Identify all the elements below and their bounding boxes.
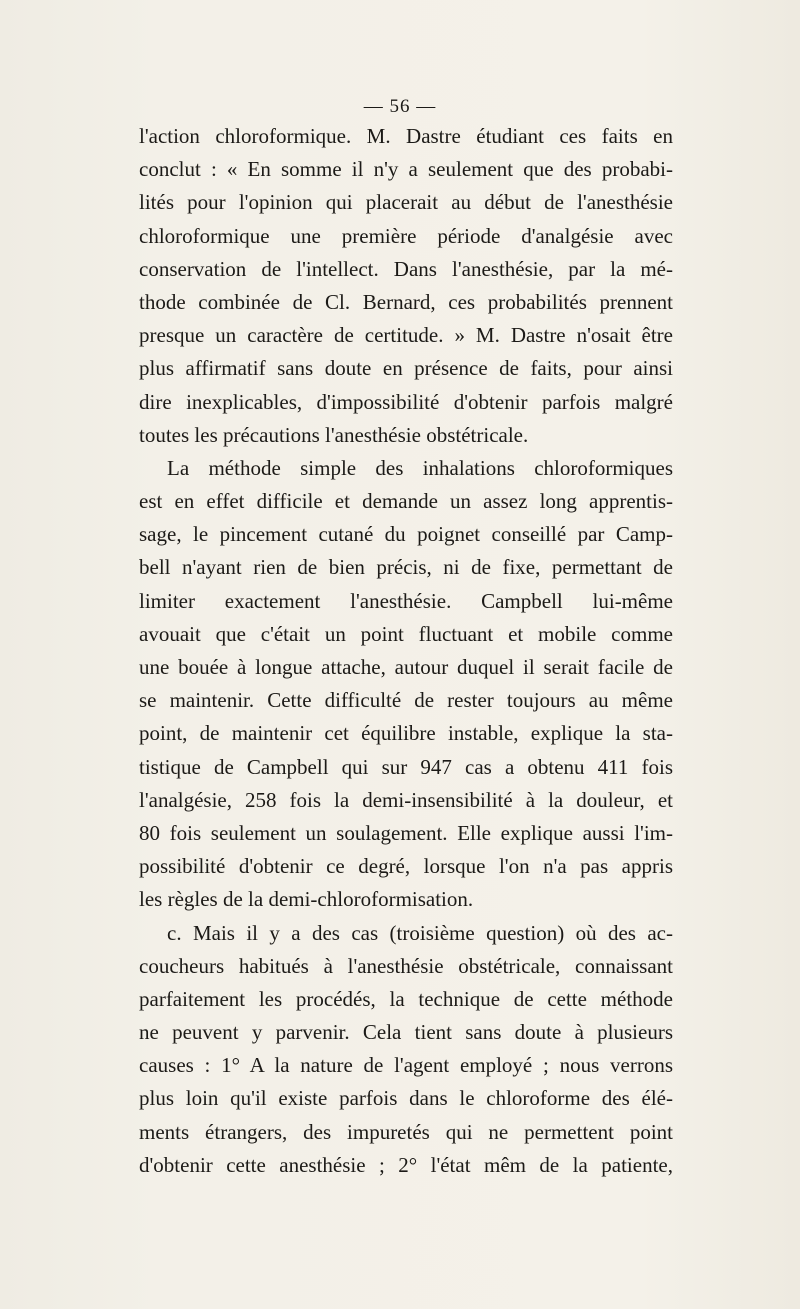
- text-line: sage, le pincement cutané du poignet conseillé par Camp-: [139, 522, 673, 547]
- text-line: coucheurs habitués à l'anesthésie obstétricale, connaissant: [139, 953, 673, 978]
- text-line: une bouée à longue attache, autour duquel il serait facile de: [139, 655, 673, 679]
- text-line: avouait que c'était un point fluctuant et mobile comme: [139, 621, 673, 646]
- text-line: dire inexplicables, d'impossibilité d'obtenir parfois malgré: [139, 389, 673, 414]
- text-line: thode combinée de Cl. Bernard, ces probabilités prennent: [139, 289, 673, 314]
- text-line: limiter exactement l'anesthésie. Campbell lui-même: [139, 588, 673, 613]
- text-line: chloroformique une première période d'analgésie avec: [139, 223, 673, 248]
- text-line: lités pour l'opinion qui placerait au début de l'anesthésie: [139, 190, 673, 215]
- body-text: [139, 120, 673, 1182]
- text-line: l'action chloroformique. M. Dastre étudiant ces faits en: [139, 124, 673, 148]
- text-line: plus affirmatif sans doute en présence de faits, pour ainsi: [139, 356, 673, 381]
- text-line: plus loin qu'il existe parfois dans le chloroforme des élé-: [139, 1086, 673, 1111]
- text-line: toutes les précautions l'anesthésie obstétricale.: [139, 422, 529, 447]
- text-line: causes : 1° A la nature de l'agent employé ; nous verrons: [139, 1053, 673, 1078]
- text-line: ne peuvent y parvenir. Cela tient sans doute à plusieurs: [139, 1020, 673, 1045]
- text-line: conclut : « En somme il n'y a seulement que des probabi-: [139, 157, 673, 182]
- text-line: point, de maintenir cet équilibre instable, explique la sta-: [139, 721, 673, 746]
- text-line: bell n'ayant rien de bien précis, ni de fixe, permettant de: [139, 555, 673, 580]
- text-line: possibilité d'obtenir ce degré, lorsque l'on n'a pas appris: [139, 854, 673, 879]
- text-line: tistique de Campbell qui sur 947 cas a obtenu 411 fois: [139, 754, 673, 779]
- text-line: 80 fois seulement un soulagement. Elle explique aussi l'im-: [139, 820, 673, 845]
- page-number: — 56 —: [363, 96, 437, 117]
- text-line: d'obtenir cette anesthésie ; 2° l'état mêm de la patiente,: [139, 1152, 673, 1177]
- text-line: c. Mais il y a des cas (troisième question) où des ac-: [167, 920, 673, 945]
- text-line: presque un caractère de certitude. » M. Dastre n'osait être: [139, 323, 673, 348]
- text-line: se maintenir. Cette difficulté de rester toujours au même: [139, 688, 673, 713]
- text-line: ments étrangers, des impuretés qui ne permettent point: [139, 1119, 673, 1144]
- text-line: conservation de l'intellect. Dans l'anesthésie, par la mé-: [139, 256, 673, 281]
- text-line: l'analgésie, 258 fois la demi-insensibilité à la douleur, et: [139, 787, 673, 812]
- text-line: La méthode simple des inhalations chloroformiques: [167, 455, 673, 480]
- text-line: les règles de la demi-chloroformisation.: [139, 887, 474, 912]
- text-line: est en effet difficile et demande un assez long apprentis-: [139, 489, 673, 514]
- text-line: parfaitement les procédés, la technique de cette méthode: [139, 986, 673, 1011]
